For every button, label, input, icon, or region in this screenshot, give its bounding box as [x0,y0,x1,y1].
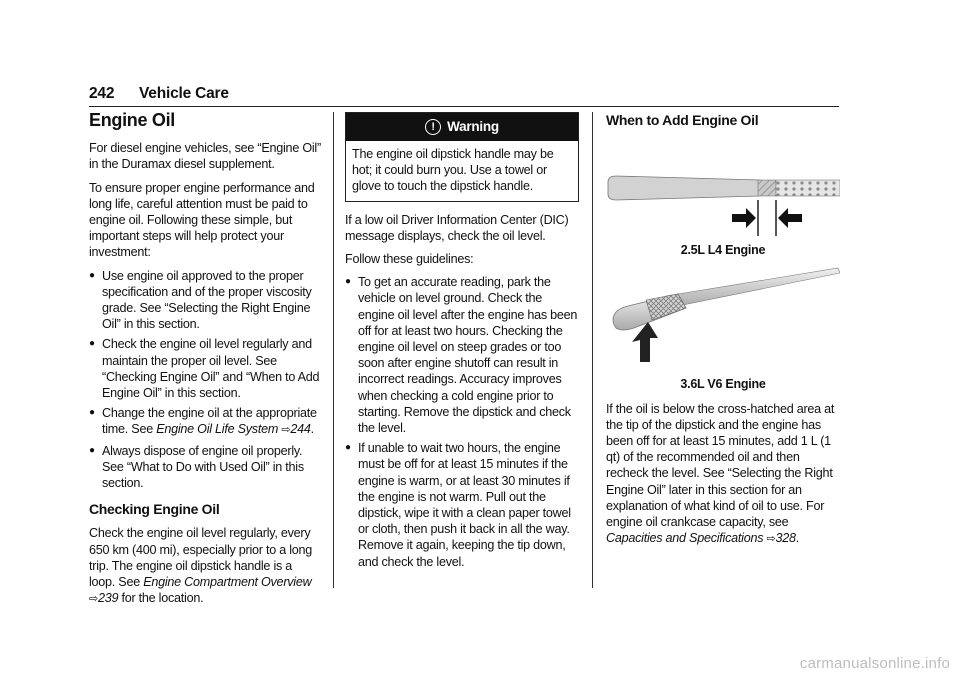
dipstick-figure-l4 [606,138,840,238]
oil-life-system-link[interactable]: Engine Oil Life System [156,422,279,437]
warning-header [346,113,578,141]
list-item: ● Check the engine oil level regularly and maintain the proper oil level. See “Checking Engine Oil” and “When to Add Engine Oil” in this section. [89,337,320,401]
bullet-icon: ● [345,276,351,288]
page-header [89,84,839,107]
capacities-link[interactable]: Capacities and Specifications [606,531,764,546]
engine-oil-title: Engine Oil [89,110,176,130]
page-ref-arrow-icon: ⇨ [281,424,291,437]
importance-paragraph: To ensure proper engine performance and long life, careful attention must be paid to engine oil. Following these simple, but important steps will help protect your investment: [89,180,315,260]
column-divider [592,112,593,588]
bullet-icon: ● [345,442,351,454]
bullet-icon: ● [89,338,95,350]
checking-engine-oil-heading: Checking Engine Oil [89,501,220,518]
figure-caption-l4: 2.5L L4 Engine [680,243,766,258]
page-ref-number[interactable]: 239 [97,591,119,606]
guidelines-list [345,274,579,570]
site-watermark: carmanualsonline.info [799,655,950,672]
warning-box [345,112,579,202]
page-ref-arrow-icon: ⇨ [89,593,98,606]
page-ref-number[interactable]: 328 [775,531,796,546]
dic-paragraph: If a low oil Driver Information Center (DIC) message displays, check the oil level. [345,212,569,243]
dipstick-v6-illustration [606,266,840,372]
diesel-note: For diesel engine vehicles, see “Engine Oil” in the Duramax diesel supplement. [89,141,321,172]
list-item: ● Use engine oil approved to the proper specification and of the proper viscosity grade. See “Selecting the Right Engine Oil” in this section. [89,268,312,332]
page-number: 242 [89,85,115,102]
dipstick-figure-v6 [606,266,840,372]
add-oil-paragraph: If the oil is below the cross-hatched area at the tip of the dipstick and the engine has been off for at least 15 minutes, add 1 L (1 qt) of the recommended oil and then recheck the level. See “Selecting the Right Engine Oil” later in this section for an explanation of what kind of oil to use. For engine oil crankcase capacity, see Capacities and Specifications ⇨328. [606,401,835,546]
list-item: ● If unable to wait two hours, the engine must be off for at least 15 minutes if the engine is warm, or at least 30 minutes if the engine is not warm. Pull out the dipstick, wipe it with a clean paper towel or cloth, then push it back in all the way. Remove it again, keeping the tip down, and check the level. [345,441,571,569]
list-item: ● Change the engine oil at the appropriate time. See Engine Oil Life System ⇨244. [89,406,317,437]
engine-compartment-link[interactable]: Engine Compartment Overview [143,575,312,590]
column-right [606,112,840,554]
column-middle [345,112,579,577]
dipstick-l4-illustration [606,138,840,238]
section-title: Vehicle Care [139,85,229,102]
page-ref-arrow-icon: ⇨ [766,533,776,546]
checking-paragraph: Check the engine oil level regularly, every 650 km (400 mi), especially prior to a long trip. The engine oil dipstick handle is a loop. See Engine Compartment Overview ⇨239 for the location. [89,526,313,606]
oil-steps-list [89,268,321,492]
column-divider [333,112,334,588]
page-ref-number[interactable]: 244 [290,422,311,437]
list-item: ● To get an accurate reading, park the vehicle on level ground. Check the engine oil level after the engine has been off for at least two hours. Checking the engine oil level on steep grades or too soon after engine shutoff can result in incorrect readings. Accuracy improves when checking a cold engine prior to starting. Remove the dipstick and check the level. [345,275,578,436]
bullet-icon: ● [89,269,95,281]
bullet-icon: ● [89,444,95,456]
when-to-add-heading: When to Add Engine Oil [606,112,759,128]
warning-title: Warning [447,118,499,134]
figure-caption-v6: 3.6L V6 Engine [680,377,766,392]
column-left [89,112,321,614]
bullet-icon: ● [89,407,95,419]
warning-icon: ! [425,119,441,135]
list-item: ● Always dispose of engine oil properly. See “What to Do with Used Oil” in this section. [89,443,304,491]
warning-text: The engine oil dipstick handle may be hot; it could burn you. Use a towel or glove to touch the dipstick handle. [352,147,554,194]
guidelines-intro: Follow these guidelines: [345,252,474,267]
